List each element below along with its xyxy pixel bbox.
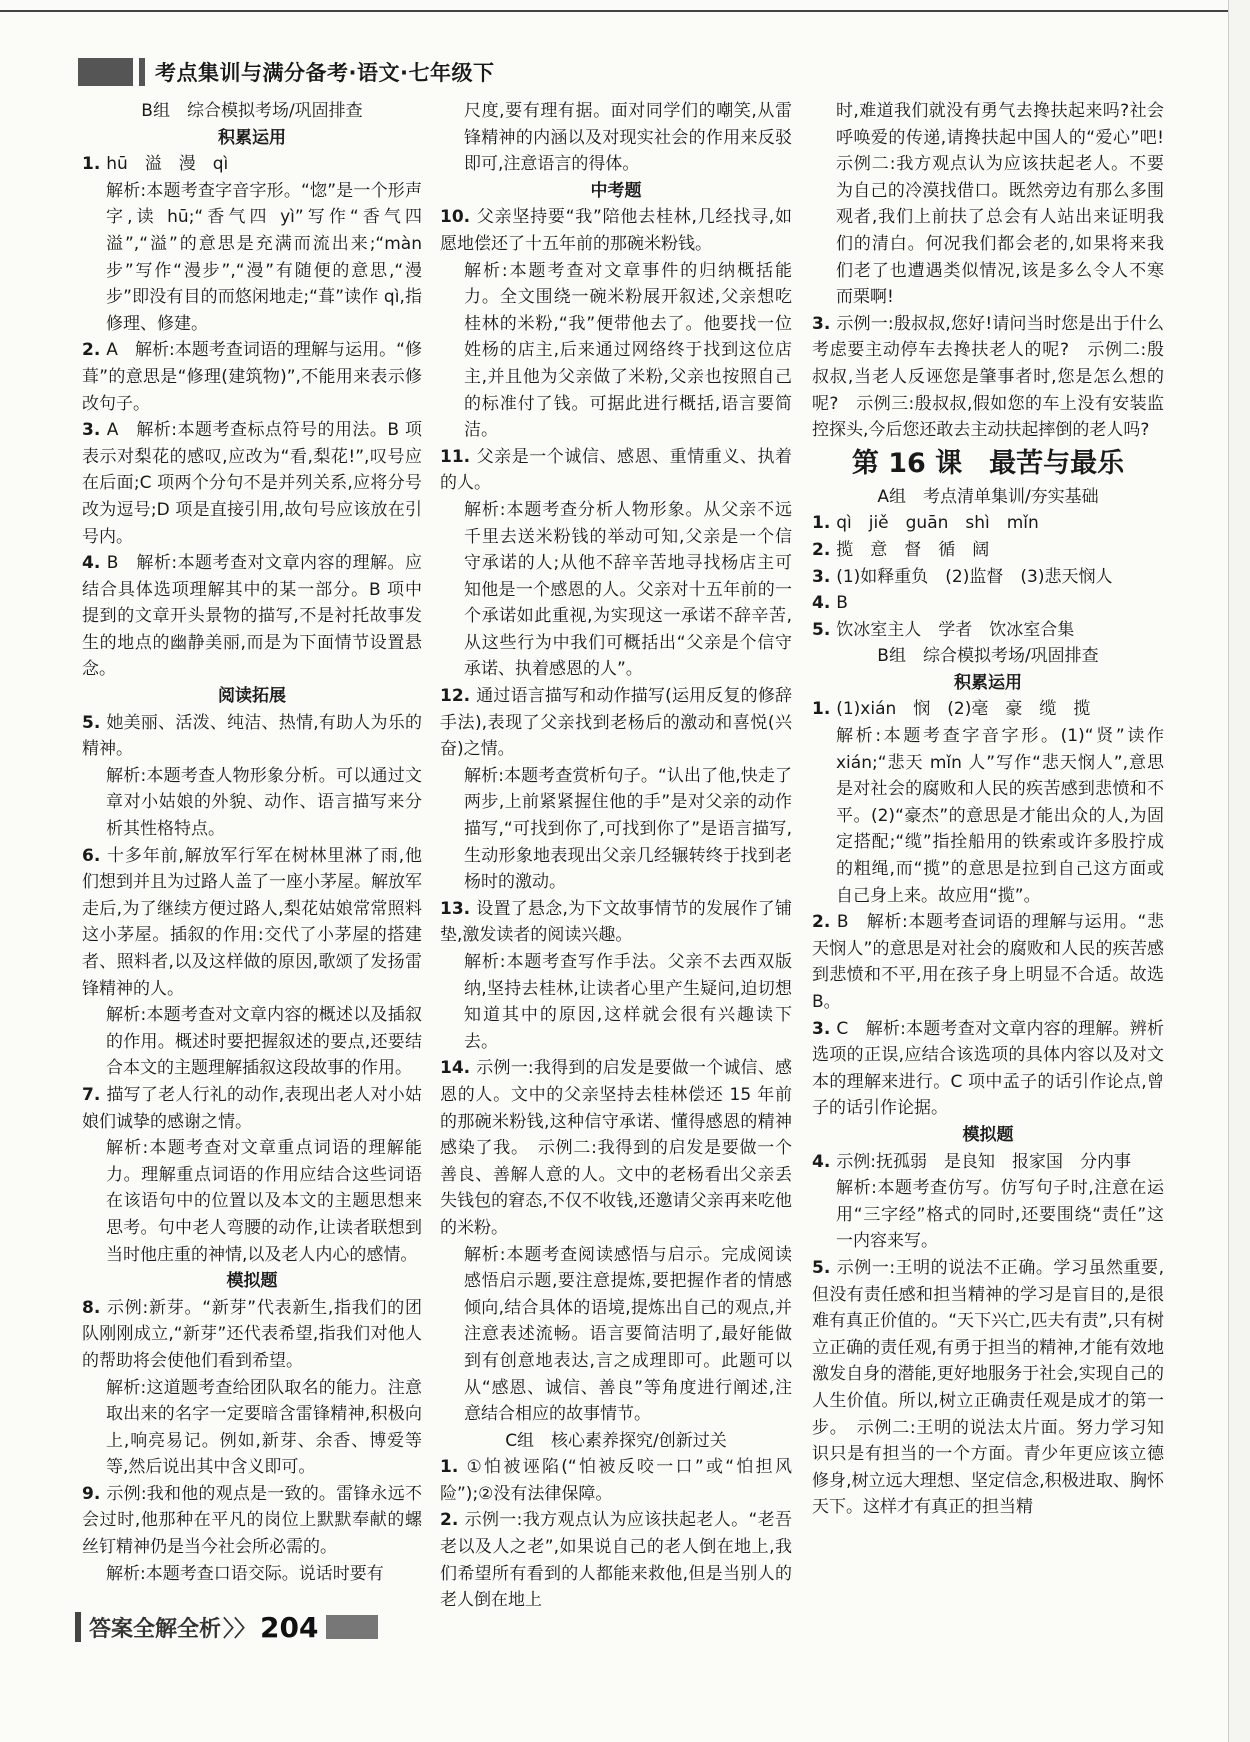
question-number: 13. [440,898,477,919]
paragraph-text: 示例:抚孤弱 是良知 报家国 分内事 [836,1151,1131,1172]
paragraph-text: 模拟题 [226,1271,278,1292]
answer-paragraph [440,204,792,257]
paragraph-text: 解析:本题考查赏析句子。“认出了他,快走了两步,上前紧紧握住他的手”是对父亲的动作描写,“可找到你了,可找到你了”是语言描写,生动形象地表现出父亲几经辗转终于找到老杨时的激动。 [464,765,792,893]
paragraph-text: 父亲坚持要“我”陪他去桂林,几经找寻,如愿地偿还了十五年前的那碗米粉钱。 [440,207,792,254]
paragraph-text: 揽 意 督 循 阔 [836,539,990,560]
answer-paragraph [82,710,422,763]
answer-paragraph [812,1255,1164,1521]
answer-paragraph [812,1149,1164,1176]
paragraph-text: ①怕被诬陷(“怕被反咬一口”或“怕担风险”);②没有法律保障。 [440,1457,792,1504]
paragraph-text: 解析:这道题考查给团队取名的能力。注意取出来的名字一定要暗含雷锋精神,积极向上,响亮易记。例如,新芽、余香、博爱等等,然后说出其中含义即可。 [106,1377,422,1478]
answer-paragraph [440,683,792,763]
analysis-text [812,1175,1164,1255]
paragraph-text: A组 考点清单集训/夯实基础 [877,486,1099,507]
paragraph-text: 阅读拓展 [218,686,286,707]
paragraph-text: 模拟题 [962,1124,1014,1145]
page-footer [75,1607,378,1647]
paragraph-text: 解析:本题考查阅读感悟与启示。完成阅读感悟启示题,要注意提炼,要把握作者的情感倾向,结合具体的语境,提炼出自己的观点,并注意表述流畅。语言要简洁明了,最好能做到有创意地表达,言之成理即可。此题可以从“感恩、诚信、善良”等角度进行阐述,注意结合相应的故事情节。 [464,1244,792,1425]
question-number: 6. [82,845,108,866]
paragraph-text: (1)xián 悯 (2)毫 豪 缆 揽 [836,699,1091,720]
section-heading [440,178,792,205]
question-number: 2. [82,340,107,361]
paragraph-text: 通过语言描写和动作描写(运用反复的修辞手法),表现了父亲找到老杨后的激动和喜悦(兴奋)之情。 [440,686,792,760]
answer-paragraph [440,1055,792,1241]
group-heading [440,1428,792,1455]
paragraph-text: B 解析:本题考查词语的理解与运用。“悲天悯人”的意思是对社会的腐败和人民的疾苦感到悲愤和不平,用在孩子身上明显不合适。故选 B。 [812,912,1164,1012]
question-number: 3. [812,1018,837,1039]
paragraph-text: B [836,593,848,614]
paragraph-text: A 解析:本题考查标点符号的用法。B 项表示对梨花的感叹,应改为“看,梨花!”,叹号应在后面;C 项两个分句不是并列关系,应将分号改为逗号;D 项是直接引用,故句号应该放在引号内。 [82,420,422,547]
paragraph-text: 解析:本题考查仿写。仿写句子时,注意在运用“三字经”格式的同时,还要围绕“责任”这一内容来写。 [836,1178,1164,1252]
section-heading [82,683,422,710]
paragraph-text: C组 核心素养探究/创新过关 [505,1430,727,1451]
column-right [812,98,1181,1521]
paragraph-text: 解析:本题考查人物形象分析。可以通过文章对小姑娘的外貌、动作、语言描写来分析其性格特点。 [106,765,422,840]
answer-paragraph [812,909,1164,1015]
analysis-text [82,1561,422,1588]
question-number: 1. [440,1457,467,1478]
answer-paragraph [812,537,1164,564]
paragraph-text: 解析:本题考查分析人物形象。从父亲不远千里去送米粉钱的举动可知,父亲是一个信守承诺的人;从他不辞辛苦地寻找杨店主可知他是一个感恩的人。父亲对十五年前的一个承诺如此重视,为实现这一承诺不辞辛苦,从这些行为中我们可概括出“父亲是个信守承诺、执着感恩的人”。 [464,499,792,680]
question-number: 2. [812,912,837,933]
question-number: 5. [812,1257,837,1278]
paragraph-text: 第 16 课 最苦与最乐 [851,447,1125,479]
running-header [78,55,494,89]
paragraph-text: B组 综合模拟考场/巩固排查 [141,101,363,121]
question-number: 14. [440,1058,477,1079]
paragraph-text: 示例一:王明的说法不正确。学习虽然重要,但没有责任感和担当精神的学习是盲目的,是很难有真正价值的。“天下兴亡,匹夫有责”,只有树立正确的责任观,有勇于担当的精神,才能有效地激发自身的潜能,更好地服务于社会,实现自己的人生价值。所以,树立正确责任观是成才的第一步。 示例二:王明的说法太片面。努力学习知识只是有担当的一个方面。青少年更应该立德修身,树立远大理想、坚定信念,积极进取、胸怀天下。这样才有真正的担当精 [812,1257,1164,1518]
question-number: 9. [82,1483,107,1504]
answer-paragraph [82,1481,422,1561]
paragraph-text: 尺度,要有理有据。面对同学们的嘲笑,从雷锋精神的内涵以及对现实社会的作用来反驳即可,注意语言的得体。 [464,101,792,175]
question-number: 1. [812,699,837,720]
question-number: 5. [82,712,107,733]
paragraph-text: 解析:本题考查写作手法。父亲不去西双版纳,坚持去桂林,让读者心里产生疑问,迫切想知道其中的原因,这样就会很有兴趣读下去。 [464,952,792,1052]
question-number: 8. [82,1297,107,1318]
page-edge [1228,0,1250,1742]
question-number: 12. [440,686,477,707]
paragraph-text: 积累运用 [954,672,1022,693]
answer-paragraph [812,696,1164,723]
section-heading [82,1268,422,1295]
answer-paragraph [812,1016,1164,1122]
answer-paragraph [82,337,422,417]
column-middle [440,98,792,1614]
answer-paragraph [440,896,792,949]
column-left [82,98,422,1587]
answer-paragraph [440,1454,792,1507]
answer-paragraph [440,444,792,497]
footer-bar-icon [75,1612,81,1642]
paragraph-text: 中考题 [590,180,642,201]
paragraph-text: C 解析:本题考查对文章内容的理解。辨析选项的正误,应结合该选项的具体内容以及对文本的理解来进行。C 项中孟子的话引作论点,曾子的话引作论据。 [812,1018,1164,1119]
question-number: 2. [440,1510,465,1531]
analysis-text [812,98,1181,311]
analysis-text [440,1242,792,1428]
page-number: 204 [260,1610,319,1644]
paragraph-text: 十多年前,解放军行军在树林里淋了雨,他们想到并且为过路人盖了一座小茅屋。解放军走后,为了继续方便过路人,梨花姑娘常常照料这小茅屋。插叙的作用:交代了小茅屋的搭建者、照料者,以及这样做的原因,歌颂了发扬雷锋精神的人。 [82,845,422,999]
question-number: 3. [82,420,107,441]
answer-paragraph [812,590,1164,617]
paragraph-text: 解析:本题考查对文章重点词语的理解能力。理解重点词语的作用应结合这些词语在该语句中的位置以及本文的主题思想来思考。句中老人弯腰的动作,让读者联想到当时他庄重的神情,以及老人内心的感情。 [106,1138,422,1265]
question-number: 4. [82,553,107,574]
header-bar-icon [139,58,145,86]
footer-tab-icon [326,1615,378,1639]
analysis-text [82,763,422,843]
top-rule [0,0,1230,12]
answer-paragraph [82,151,422,178]
analysis-text [812,723,1164,909]
paragraph-text: hū 溢 漫 qì [106,154,229,175]
analysis-text [440,949,792,1055]
paragraph-text: qì jiě guān shì mǐn [836,513,1039,534]
section-heading [812,670,1164,697]
question-number: 1. [812,513,837,534]
analysis-text [82,178,422,338]
group-heading [812,643,1164,670]
paragraph-text: 设置了悬念,为下文故事情节的发展作了铺垫,激发读者的阅读兴趣。 [440,898,792,946]
header-block-icon [78,58,133,86]
analysis-text [440,497,792,683]
paragraph-text: 解析:本题考查口语交际。说话时要有 [106,1563,384,1584]
paragraph-text: 解析:本题考查对文章事件的归纳概括能力。全文围绕一碗米粉展开叙述,父亲想吃桂林的米粉,“我”便带他去了。他要找一位姓杨的店主,后来通过网络终于找到这位店主,并且他为父亲做了米粉,父亲也按照自己的标准付了钱。可据此进行概括,语言要简洁。 [464,260,792,441]
question-number: 4. [812,593,837,614]
paragraph-text: 示例:新芽。“新芽”代表新生,指我们的团队刚刚成立,“新芽”还代表希望,指我们对他人的帮助将会使他们看到希望。 [82,1297,422,1371]
paragraph-text: 饮冰室主人 学者 饮冰室合集 [836,619,1075,640]
group-heading [82,98,422,125]
paragraph-text: 描写了老人行礼的动作,表现出老人对小姑娘们诚挚的感谢之情。 [82,1084,422,1132]
chevron-right-icon: 〉〉 [223,1616,257,1642]
question-number: 3. [812,313,837,334]
paragraph-text: 时,难道我们就没有勇气去搀扶起来吗?社会呼唤爱的传递,请搀扶起中国人的“爱心”吧! 示例二:我方观点认为应该扶起老人。不要为自己的冷漠找借口。既然旁边有那么多围观者,我们上前扶了总会有人站出来证明我们的清白。何况我们都会老的,如果将来我们老了也遭遇类似情况,该是多么令人不寒而栗啊! [836,101,1181,308]
answer-paragraph [440,1507,792,1613]
question-number: 10. [440,207,477,228]
paragraph-text: 积累运用 [218,127,286,148]
lesson-title [812,446,1164,482]
paragraph-text: (1)如释重负 (2)监督 (3)悲天悯人 [836,566,1113,587]
paragraph-text: 解析:本题考查字音字形。“惚”是一个形声字,读 hū;“香气四 yì”写作“香气四溢”,“溢”的意思是充满而流出来;“màn 步”写作“漫步”,“漫”有随便的意思,“漫步”即没有目的而悠闲地走;“葺”读作 qì,指修理、修建。 [106,180,422,334]
section-heading [82,125,422,152]
paragraph-text: 她美丽、活泼、纯洁、热情,有助人为乐的精神。 [82,712,422,760]
question-number: 2. [812,539,837,560]
paragraph-text: A 解析:本题考查词语的理解与运用。“修葺”的意思是“修理(建筑物)”,不能用来表示修改句子。 [82,340,422,414]
question-number: 5. [812,619,837,640]
paragraph-text: 解析:本题考查字音字形。(1)“贤”读作 xián;“悲天 mǐn 人”写作“悲天悯人”,意思是对社会的腐败和人民的疾苦感到悲愤和不平。(2)“豪杰”的意思是才能出众的人,为固定搭配;“缆”指拴船用的铁索或许多股拧成的粗绳,而“揽”的意思是拉到自己这方面或自己身上来。故应用“揽”。 [836,726,1164,906]
analysis-text [82,1002,422,1082]
header-title: 考点集训与满分备考·语文·七年级下 [155,61,495,85]
answer-paragraph [82,550,422,683]
question-number: 4. [812,1151,837,1172]
answer-paragraph [82,843,422,1003]
answer-paragraph [82,1295,422,1375]
paragraph-text: 示例一:我得到的启发是要做一个诚信、感恩的人。文中的父亲坚持去桂林偿还 15 年前的那碗米粉钱,这种信守承诺、懂得感恩的精神感染了我。 示例二:我得到的启发是要做一个善良、善解人意的人。文中的老杨看出父亲丢失钱包的窘态,不仅不收钱,还邀请父亲再来吃他的米粉。 [440,1058,792,1238]
question-number: 3. [812,566,837,587]
paragraph-text: B 解析:本题考查对文章内容的理解。应结合具体选项理解其中的某一部分。B 项中提到的文章开头景物的描写,不是衬托故事发生的地点的幽静美丽,而是为下面情节设置悬念。 [82,553,422,680]
group-heading [812,484,1164,511]
analysis-text [440,763,792,896]
answer-paragraph [812,617,1164,644]
paragraph-text: 示例:我和他的观点是一致的。雷锋永远不会过时,他那种在平凡的岗位上默默奉献的螺丝钉精神仍是当今社会所必需的。 [82,1483,422,1558]
paragraph-text: 父亲是一个诚信、感恩、重情重义、执着的人。 [440,446,792,494]
analysis-text [440,258,792,444]
answer-paragraph [812,311,1164,444]
answer-paragraph [812,510,1164,537]
answer-paragraph [812,564,1164,591]
paragraph-text: 示例一:我方观点认为应该扶起老人。“老吾老以及人之老”,如果说自己的老人倒在地上,我们希望所有看到的人都能来救他,但是当别人的老人倒在地上 [440,1510,792,1611]
answer-paragraph [82,417,422,550]
paragraph-text: B组 综合模拟考场/巩固排查 [877,646,1099,667]
answer-paragraph [82,1082,422,1135]
analysis-text [440,98,792,178]
paragraph-text: 示例一:殷叔叔,您好!请问当时您是出于什么考虑要主动停车去搀扶老人的呢? 示例二:殷叔叔,当老人反诬您是肇事者时,您是怎么想的呢? 示例三:殷叔叔,假如您的车上没有安装监控探头,今后您还敢去主动扶起摔倒的老人吗? [812,313,1164,441]
analysis-text [82,1375,422,1481]
section-heading [812,1122,1164,1149]
paragraph-text: 解析:本题考查对文章内容的概述以及插叙的作用。概述时要把握叙述的要点,还要结合本文的主题理解插叙这段故事的作用。 [106,1005,422,1079]
footer-label: 答案全解全析 [89,1616,222,1642]
question-number: 11. [440,446,477,467]
question-number: 7. [82,1084,107,1105]
analysis-text [82,1135,422,1268]
question-number: 1. [82,154,107,175]
